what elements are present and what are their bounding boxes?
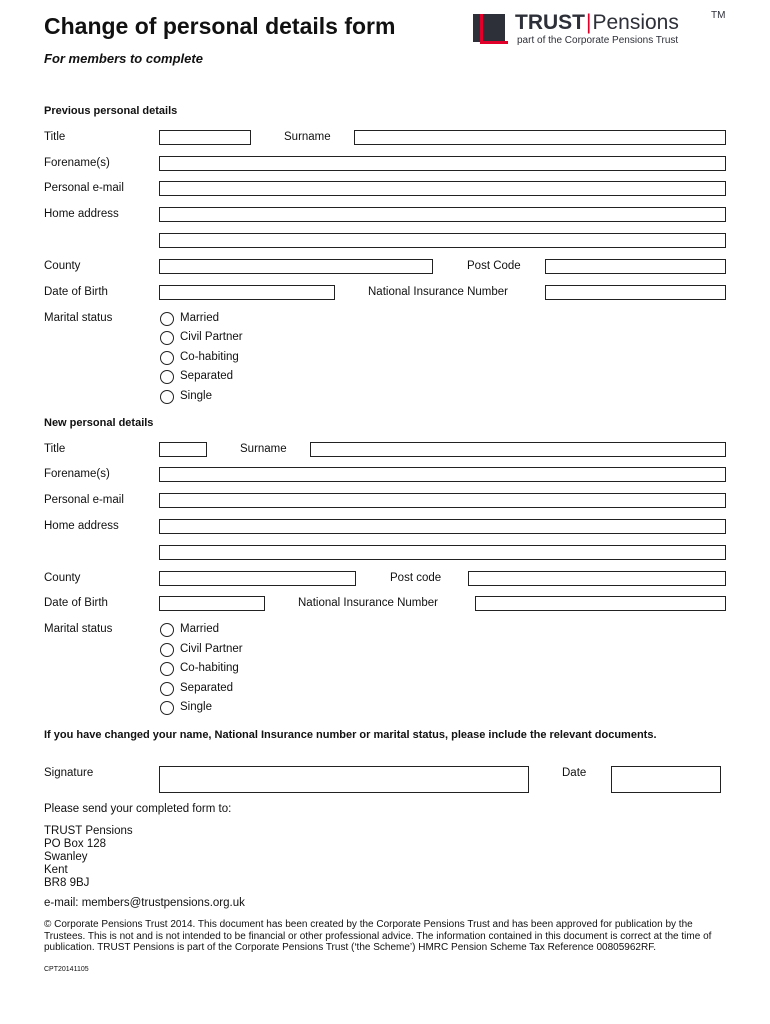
new-email-label: Personal e-mail: [44, 494, 124, 506]
new-postcode-label: Post code: [390, 572, 442, 584]
prev-ni-field[interactable]: [545, 285, 726, 300]
address-line: BR8 9BJ: [44, 877, 90, 889]
prev-cohabiting-radio[interactable]: [160, 351, 174, 365]
new-married-label: Married: [180, 623, 219, 635]
postal-address: [44, 825, 133, 890]
new-address-label: Home address: [44, 520, 119, 532]
new-ni-label: National Insurance Number: [298, 597, 438, 609]
prev-civil-partner-radio[interactable]: [160, 331, 174, 345]
prev-civil-partner-label: Civil Partner: [180, 331, 243, 343]
address-line: Kent: [44, 864, 68, 876]
prev-marital-label: Marital status: [44, 312, 113, 324]
new-details-heading: New personal details: [44, 417, 154, 429]
prev-county-label: County: [44, 260, 81, 272]
new-cohabiting-radio[interactable]: [160, 662, 174, 676]
prev-separated-radio[interactable]: [160, 370, 174, 384]
prev-address-label: Home address: [44, 208, 119, 220]
prev-single-radio[interactable]: [160, 390, 174, 404]
new-forenames-label: Forename(s): [44, 468, 110, 480]
prev-surname-label: Surname: [284, 131, 331, 143]
prev-dob-field[interactable]: [159, 285, 335, 300]
new-civil-partner-radio[interactable]: [160, 643, 174, 657]
send-to-text: Please send your completed form to:: [44, 803, 232, 815]
new-forenames-field[interactable]: [159, 467, 726, 482]
prev-county-field[interactable]: [159, 259, 433, 274]
prev-ni-label: National Insurance Number: [368, 286, 508, 298]
prev-married-radio[interactable]: [160, 312, 174, 326]
new-email-field[interactable]: [159, 493, 726, 508]
address-line: Swanley: [44, 851, 88, 863]
new-title-label: Title: [44, 443, 66, 455]
address-line: PO Box 128: [44, 838, 107, 850]
logo-wordmark: TRUST|Pensions: [515, 11, 679, 34]
new-separated-label: Separated: [180, 682, 234, 694]
previous-details-heading: Previous personal details: [44, 105, 178, 117]
logo-corner-icon: [480, 41, 508, 44]
page-subtitle: For members to complete: [44, 51, 203, 66]
new-county-label: County: [44, 572, 81, 584]
new-surname-field[interactable]: [310, 442, 726, 457]
prev-cohabiting-label: Co-habiting: [180, 351, 239, 363]
date-label: Date: [562, 767, 587, 779]
new-title-field[interactable]: [159, 442, 207, 457]
address-line: TRUST Pensions: [44, 825, 133, 837]
new-marital-label: Marital status: [44, 623, 113, 635]
prev-dob-label: Date of Birth: [44, 286, 108, 298]
prev-title-label: Title: [44, 131, 66, 143]
page-title: Change of personal details form: [44, 13, 396, 39]
prev-address-line2-field[interactable]: [159, 233, 726, 248]
logo-corner-icon: [480, 14, 483, 44]
document-reference: CPT20141105: [44, 966, 89, 973]
signature-label: Signature: [44, 767, 94, 779]
logo-trademark: TM: [711, 10, 726, 21]
signature-field[interactable]: [159, 766, 529, 793]
new-address-line2-field[interactable]: [159, 545, 726, 560]
prev-email-field[interactable]: [159, 181, 726, 196]
new-ni-field[interactable]: [475, 596, 726, 611]
documents-note: If you have changed your name, National Insurance number or marital status, please include the relevant documents.: [44, 729, 657, 741]
logo-tagline: part of the Corporate Pensions Trust: [517, 35, 679, 46]
new-dob-label: Date of Birth: [44, 597, 108, 609]
new-civil-partner-label: Civil Partner: [180, 643, 243, 655]
new-separated-radio[interactable]: [160, 682, 174, 696]
copyright-notice: © Corporate Pensions Trust 2014. This document has been created by the Corporate Pensions Trust and has been approved for publication by the Trustees. This is not and is not intended to be financial or other professional advice. The information contained in this document is correct at the time of publication. TRUST Pensions is part of the Corporate Pensions Trust (‘the Scheme’) HMRC Pension Scheme Tax Reference 00805962RF.: [44, 919, 712, 953]
prev-separated-label: Separated: [180, 370, 234, 382]
prev-surname-field[interactable]: [354, 130, 726, 145]
prev-email-label: Personal e-mail: [44, 182, 124, 194]
prev-forenames-label: Forename(s): [44, 157, 110, 169]
new-cohabiting-label: Co-habiting: [180, 662, 239, 674]
prev-married-label: Married: [180, 312, 219, 324]
prev-address-line1-field[interactable]: [159, 207, 726, 222]
new-married-radio[interactable]: [160, 623, 174, 637]
contact-email: e-mail: members@trustpensions.org.uk: [44, 897, 245, 909]
date-field[interactable]: [611, 766, 721, 793]
new-single-label: Single: [180, 701, 212, 713]
prev-single-label: Single: [180, 390, 212, 402]
new-county-field[interactable]: [159, 571, 356, 586]
logo-square-icon: [473, 14, 505, 42]
prev-postcode-field[interactable]: [545, 259, 726, 274]
new-single-radio[interactable]: [160, 701, 174, 715]
new-address-line1-field[interactable]: [159, 519, 726, 534]
prev-postcode-label: Post Code: [467, 260, 521, 272]
new-postcode-field[interactable]: [468, 571, 726, 586]
prev-forenames-field[interactable]: [159, 156, 726, 171]
new-dob-field[interactable]: [159, 596, 265, 611]
new-surname-label: Surname: [240, 443, 287, 455]
prev-title-field[interactable]: [159, 130, 251, 145]
